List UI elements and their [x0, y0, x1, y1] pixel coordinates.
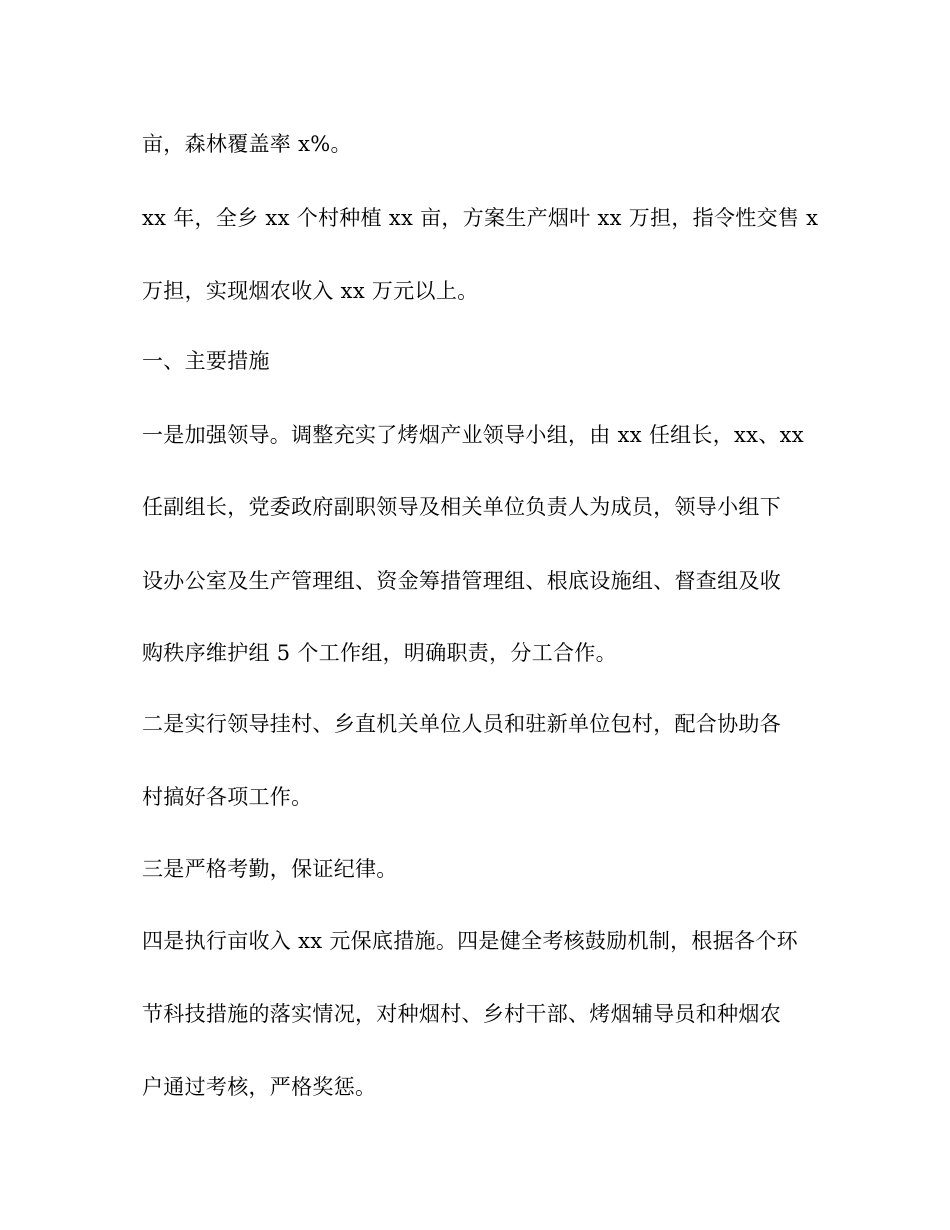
text-line: xx 年，全乡 xx 个村种植 xx 亩，方案生产烟叶 xx 万担，指令性交售 x: [142, 206, 819, 230]
text-line: 一是加强领导。调整充实了烤烟产业领导小组，由 xx 任组长，xx、xx: [142, 423, 804, 447]
text-line: 万担，实现烟农收入 xx 万元以上。: [142, 279, 479, 303]
text-line: 亩，森林覆盖率 x%。: [142, 132, 352, 156]
text-line: 任副组长，党委政府副职领导及相关单位负责人为成员，领导小组下: [142, 495, 781, 519]
text-line: 二是实行领导挂村、乡直机关单位人员和驻新单位包村，配合协助各: [142, 712, 781, 736]
text-line: 购秩序维护组 5 个工作组，明确职责，分工合作。: [142, 641, 617, 665]
text-line: 节科技措施的落实情况，对种烟村、乡村干部、烤烟辅导员和种烟农: [142, 1002, 781, 1026]
section-heading: 一、主要措施: [142, 349, 270, 373]
text-line: 户通过考核，严格奖惩。: [142, 1075, 377, 1099]
text-line: 四是执行亩收入 xx 元保底措施。四是健全考核鼓励机制，根据各个环: [142, 929, 798, 953]
text-line: 三是严格考勤，保证纪律。: [142, 857, 398, 881]
text-line: 设办公室及生产管理组、资金筹措管理组、根底设施组、督查组及收: [142, 569, 781, 593]
text-line: 村搞好各项工作。: [142, 785, 313, 809]
